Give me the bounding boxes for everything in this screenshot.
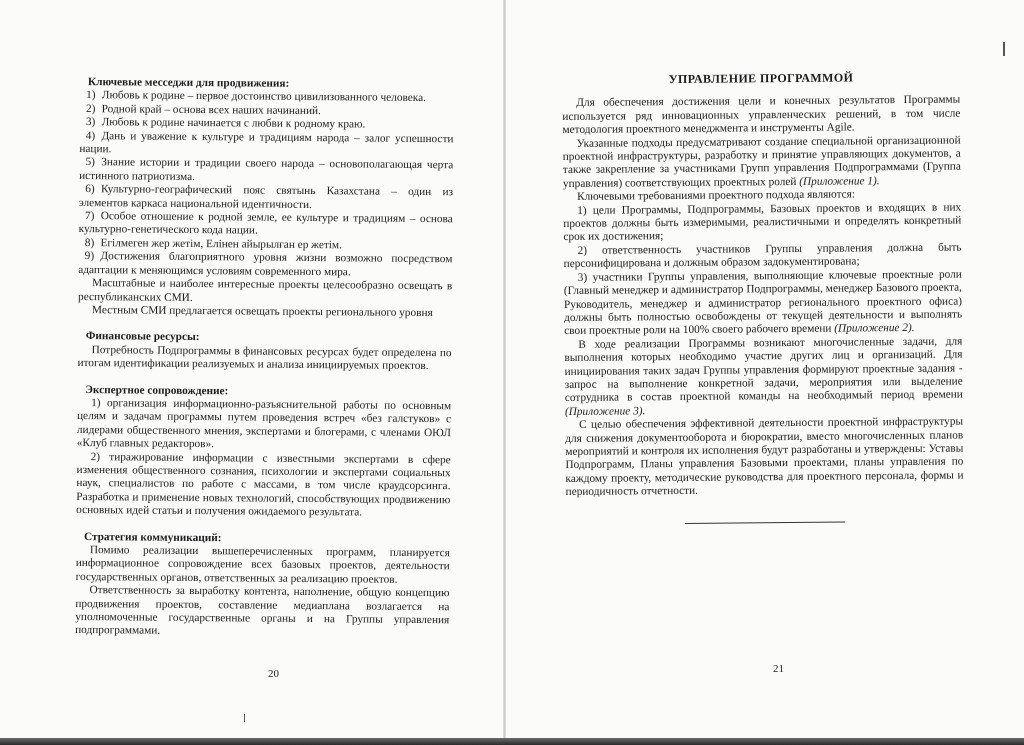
list-item: 6) Культурно-географический пояс святынь Казахстана – один из элементов каркаса национальной идентичности. — [78, 183, 454, 211]
expert-paragraph-1: 1) организация информационно-разъяснительной работы по основным целям и задачам программы путем проведения встреч «без галстуков» с лидерами общественного мнения, экспертами и блогерами, с членами ОЮЛ «Клуб главных редакторов». — [76, 397, 452, 451]
scan-mark — [1003, 42, 1005, 56]
list-item: 9) Достижения благоприятного уровня жизни возможно посредством адаптации к меняющимся условиям современного мира. — [78, 250, 453, 279]
list-item: 7) Особое отношение к родной земле, ее культуре и традициям – основа культурно-генетического кода нации. — [78, 210, 453, 238]
strategy-heading: Стратегия коммуникаций: — [83, 530, 222, 544]
strategy-paragraph-2: Ответственность за выработку контента, наполнение, общую концепцию продвижения проектов, составление медиаплана возлагается на уполномоченные государственные органы и на Группы управления подпрограммами. — [75, 584, 450, 638]
list-item: 2) Родной край – основа всех наших начинаний. — [85, 102, 321, 117]
list-item: 1) Любовь к родине – первое достоинство цивилизованного человека. — [86, 89, 426, 105]
list-item: 5) Знание истории и традиции своего народа – основополагающая черта истинного патриотизма. — [79, 156, 454, 183]
requirement-1: 1) цели Программы, Подпрограммы, Базовых проектов и входящих в них проектов должны быть измеримыми, реалистичными и определять конкретный срок их достижения; — [563, 201, 962, 244]
appendix-reference: (Приложение 2). — [834, 322, 915, 335]
left-page — [0, 0, 505, 745]
list-item: 8) Егілмеген жер жетім, Елінен айырылған ер жетім. — [84, 236, 342, 252]
requirement-3: 3) участники Группы управления, выполняющие ключевые проектные роли (Главный менеджер и администратор Подпрограммы, менеджер Базового проекта, Руководитель, менеджер и администратор регионального проектного офиса) должны быть полностью освобождены от текущей деятельности и выполнять свои проектные роли на 100% своего рабочего времени (Приложение 2). — [563, 268, 963, 338]
divider — [685, 521, 845, 523]
list-item: 3) Любовь к родине начинается с любви к родному краю. — [85, 116, 366, 131]
requirement-2: 2) ответственность участников Группы управления должна быть персонифицирована и должным образом задокументирована; — [563, 241, 962, 271]
list-item: 4) Дань и уважение к культуре и традициям народа – залог успешности нации. — [79, 129, 454, 156]
appendix-reference: (Приложение 3). — [564, 405, 646, 418]
key-messages-heading: Ключевые месседжи для продвижения: — [87, 76, 290, 90]
finance-paragraph: Потребность Подпрограммы в финансовых ресурсах будет определена по итогам идентификации реализуемых и анализа инициируемых проектов. — [77, 343, 452, 373]
left-text-column — [75, 76, 454, 641]
expert-heading: Экспертное сопровождение: — [85, 383, 229, 397]
media-paragraph-2: Местным СМИ предлагается освещать проекты регионального уровня — [91, 304, 433, 319]
tasks-paragraph: В ходе реализации Программы возникают многочисленные задачи, для выполнения которых необходимо участие других лиц и организаций. Для инициирования таких задач Группы управления формируют проектные задания - запрос на выполнение конкретной задачи, мероприятия или выделение сотрудника в состав проектной команды на необходимый период времени (Приложение 3). — [564, 335, 963, 418]
approach-paragraph: Указанные подходы предусматривают создание специальной организационной проектной инфраструктуры, разработку и принятие управляющих документов, а также закрепление за участниками Групп управления Подпрограммами (Группа управления) соответствующих проектных ролей (Приложение 1). — [562, 134, 961, 190]
media-paragraph-1: Масштабные и наиболее интересные проекты целесообразно освещать в республиканских СМИ. — [78, 277, 453, 304]
infrastructure-paragraph: С целью обеспечения эффективной деятельности проектной инфраструктуры для снижения документооборота и бюрократии, вместо многочисленных планов мероприятий и контроля их исполнения будут разработаны и утверждены: Уставы Подпрограмм, Планы управления Базовыми проектами, планы управления по каждому проекту, методические руководства для проектного персонала, формы и периодичность отчетности. — [565, 415, 964, 499]
finance-heading: Финансовые ресурсы: — [85, 330, 200, 344]
requirements-intro: Ключевыми требованиями проектного подхода являются: — [577, 188, 856, 204]
right-text-column — [562, 71, 964, 525]
scan-mark — [244, 714, 245, 722]
expert-paragraph-2: 2) тиражирование информации с известными экспертами в сфере изменения общественного сознания, психологии и экспертами социальных наук, специалистов по работе с массами, в том числе краудсорсинга. Разработка и применение новых технологий, способствующих продвижению основных идей статьи и получения ожидаемого результата. — [76, 450, 451, 519]
scan-bottom-edge — [0, 738, 1024, 745]
right-page — [505, 0, 1024, 745]
appendix-reference: (Приложение 1). — [799, 175, 880, 188]
page-title: УПРАВЛЕНИЕ ПРОГРАММОЙ — [668, 70, 854, 87]
strategy-paragraph-1: Помимо реализации вышеперечисленных программ, планируется информационное сопровождение всех базовых проектов, деятельности государственных органов, ответственных за реализацию проектов. — [75, 544, 450, 586]
intro-paragraph: Для обеспечения достижения цели и конечных результатов Программы используется ряд инновационных управленческих решений, в том числе методология проектного менеджмента и инструменты Agile. — [562, 93, 961, 137]
page-number: 20 — [268, 668, 279, 680]
page-number: 21 — [773, 663, 784, 675]
key-messages-list — [78, 89, 454, 280]
